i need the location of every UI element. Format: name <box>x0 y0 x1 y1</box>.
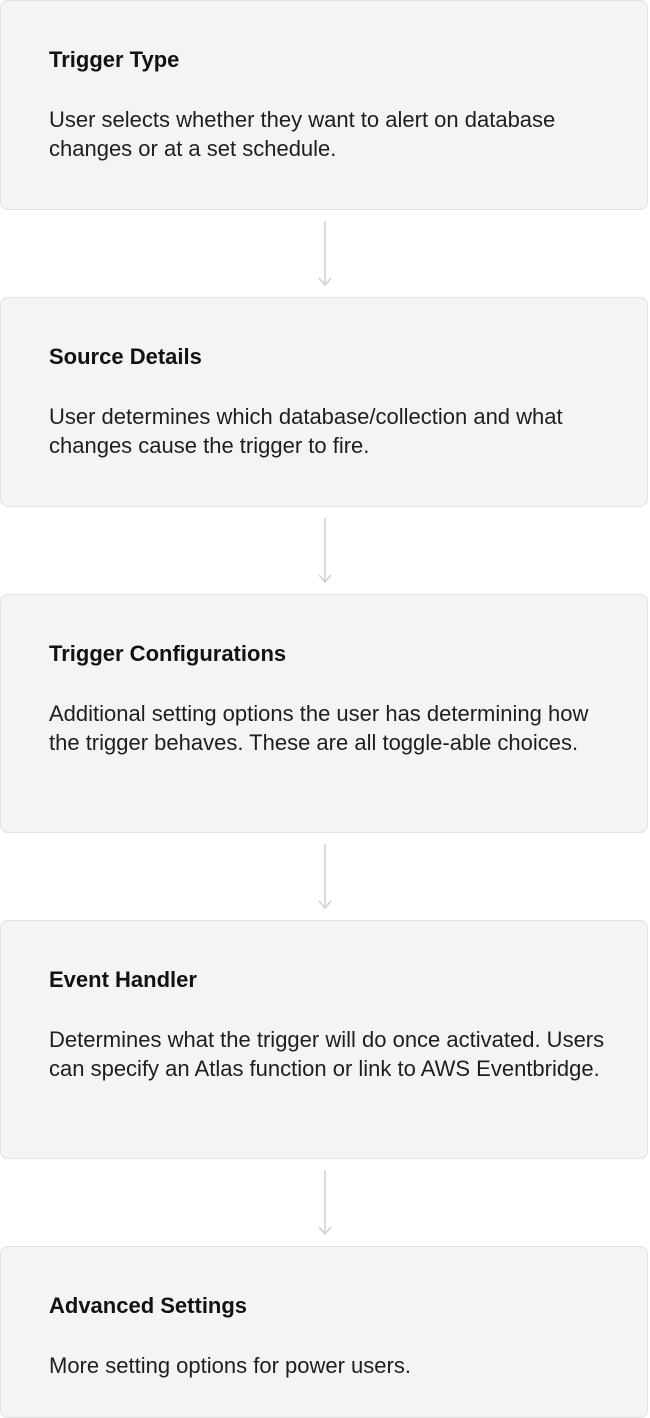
step-event-handler <box>0 920 648 1159</box>
arrow-down-icon <box>318 844 332 910</box>
step-description: Determines what the trigger will do once activated. Users can specify an Atlas function or link to AWS Eventbridge. <box>49 1027 605 1081</box>
arrow-down-icon <box>318 518 332 584</box>
step-source-details <box>0 297 648 507</box>
step-description: User determines which database/collection and what changes cause the trigger to fire. <box>49 404 563 458</box>
step-title: Trigger Type <box>49 47 180 72</box>
arrow-down-icon <box>318 221 332 287</box>
step-description: User selects whether they want to alert on database changes or at a set schedule. <box>49 107 556 161</box>
step-title: Trigger Configurations <box>49 641 287 666</box>
step-description: More setting options for power users. <box>49 1353 411 1378</box>
step-title: Source Details <box>49 344 202 369</box>
step-trigger-configurations <box>0 594 648 833</box>
step-title: Advanced Settings <box>49 1293 248 1318</box>
step-title: Event Handler <box>49 967 197 992</box>
arrow-down-icon <box>318 1170 332 1236</box>
step-description: Additional setting options the user has determining how the trigger behaves. These are all toggle-able choices. <box>49 701 589 755</box>
step-advanced-settings <box>0 1246 648 1418</box>
step-trigger-type <box>0 0 648 210</box>
